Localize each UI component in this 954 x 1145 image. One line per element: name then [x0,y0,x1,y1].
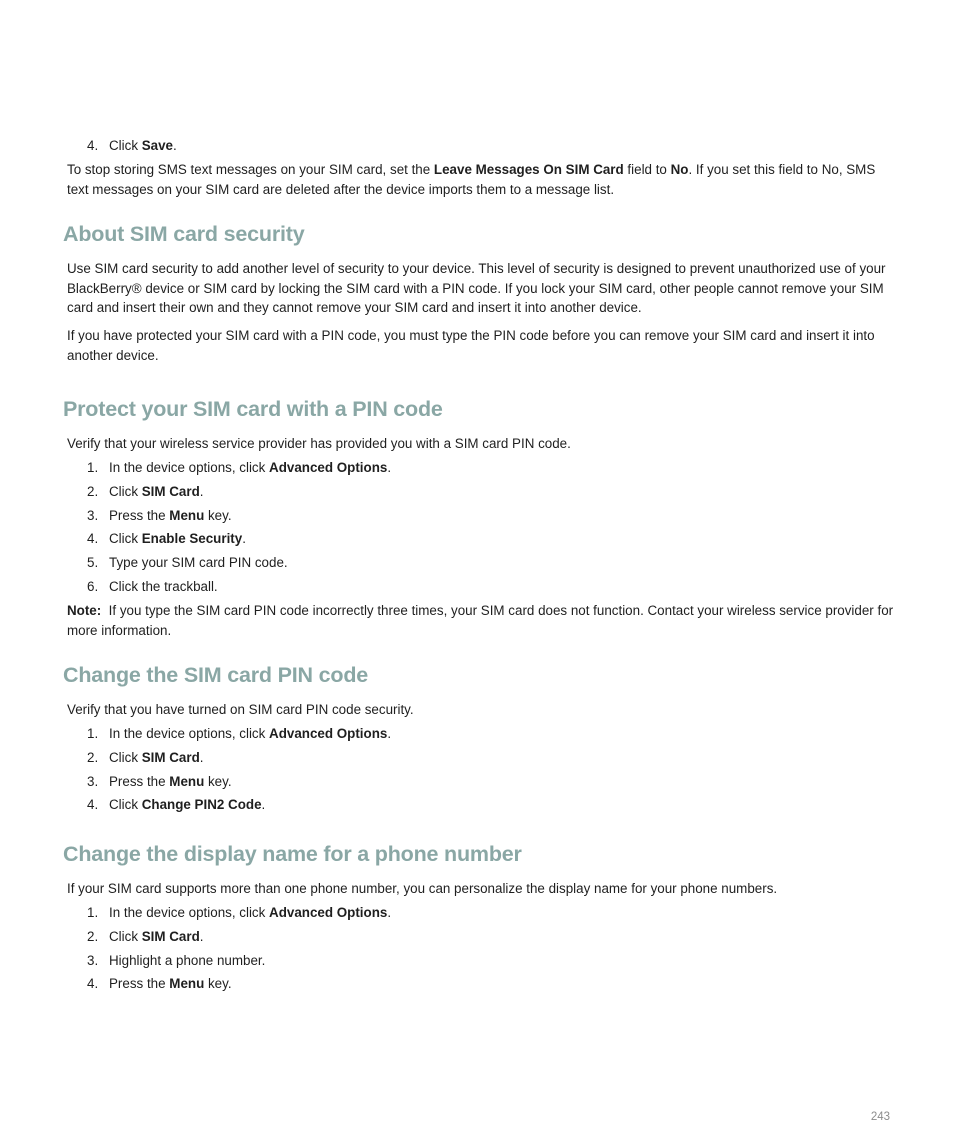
step-item: 2. Click SIM Card. [87,928,204,944]
step-item: 4. Press the Menu key. [87,976,232,992]
paragraph: If your SIM card supports more than one phone number, you can personalize the display name for your phone numbers. [67,881,778,896]
step-item: 5. Type your SIM card PIN code. [87,555,288,571]
step-item: 2. Click SIM Card. [87,749,204,765]
section-heading-protect-sim: Protect your SIM card with a PIN code [63,397,443,421]
page-number: 243 [870,1111,890,1123]
step-item: 1. In the device options, click Advanced Options. [87,726,392,741]
step-item: 3. Press the Menu key. [87,507,232,523]
section-heading-change-pin: Change the SIM card PIN code [63,663,369,687]
step-item: 2. Click SIM Card. [87,483,204,499]
paragraph: Verify that you have turned on SIM card PIN code security. [67,702,414,717]
step-item: 4. Click Save. [87,138,177,153]
step-item: 3. Press the Menu key. [87,773,232,789]
step-item: 1. In the device options, click Advanced Options. [87,460,392,475]
step-item: 3. Highlight a phone number. [87,952,266,968]
step-item: 6. Click the trackball. [87,579,218,594]
step-item: 4. Click Enable Security. [87,531,246,547]
step-item: 4. Click Change PIN2 Code. [87,797,266,813]
paragraph: If you have protected your SIM card with a PIN code, you must type the PIN code before you can remove your SIM card and insert it into another device. [67,328,875,363]
paragraph: Use SIM card security to add another level of security to your device. This level of security is designed to prevent unauthorized use of your BlackBerry® device or SIM card by locking the SIM card with a PIN code. If you lock your SIM card, other people cannot remove your SIM card and insert their own and they cannot remove your SIM card and insert it into another device. [67,261,886,315]
note: Note: If you type the SIM card PIN code incorrectly three times, your SIM card does not function. Contact your wireless service provider for more information. [67,603,894,638]
sms-storage-paragraph: To stop storing SMS text messages on your SIM card, set the Leave Messages On SIM Card field to No. If you set this field to No, SMS text messages on your SIM card are deleted after the device imports them to a message list. [67,162,876,197]
paragraph: Verify that your wireless service provider has provided you with a SIM card PIN code. [67,436,571,451]
step-item: 1. In the device options, click Advanced Options. [87,905,392,920]
section-heading-sim-security: About SIM card security [63,222,305,246]
section-heading-display-name: Change the display name for a phone number [63,842,522,866]
